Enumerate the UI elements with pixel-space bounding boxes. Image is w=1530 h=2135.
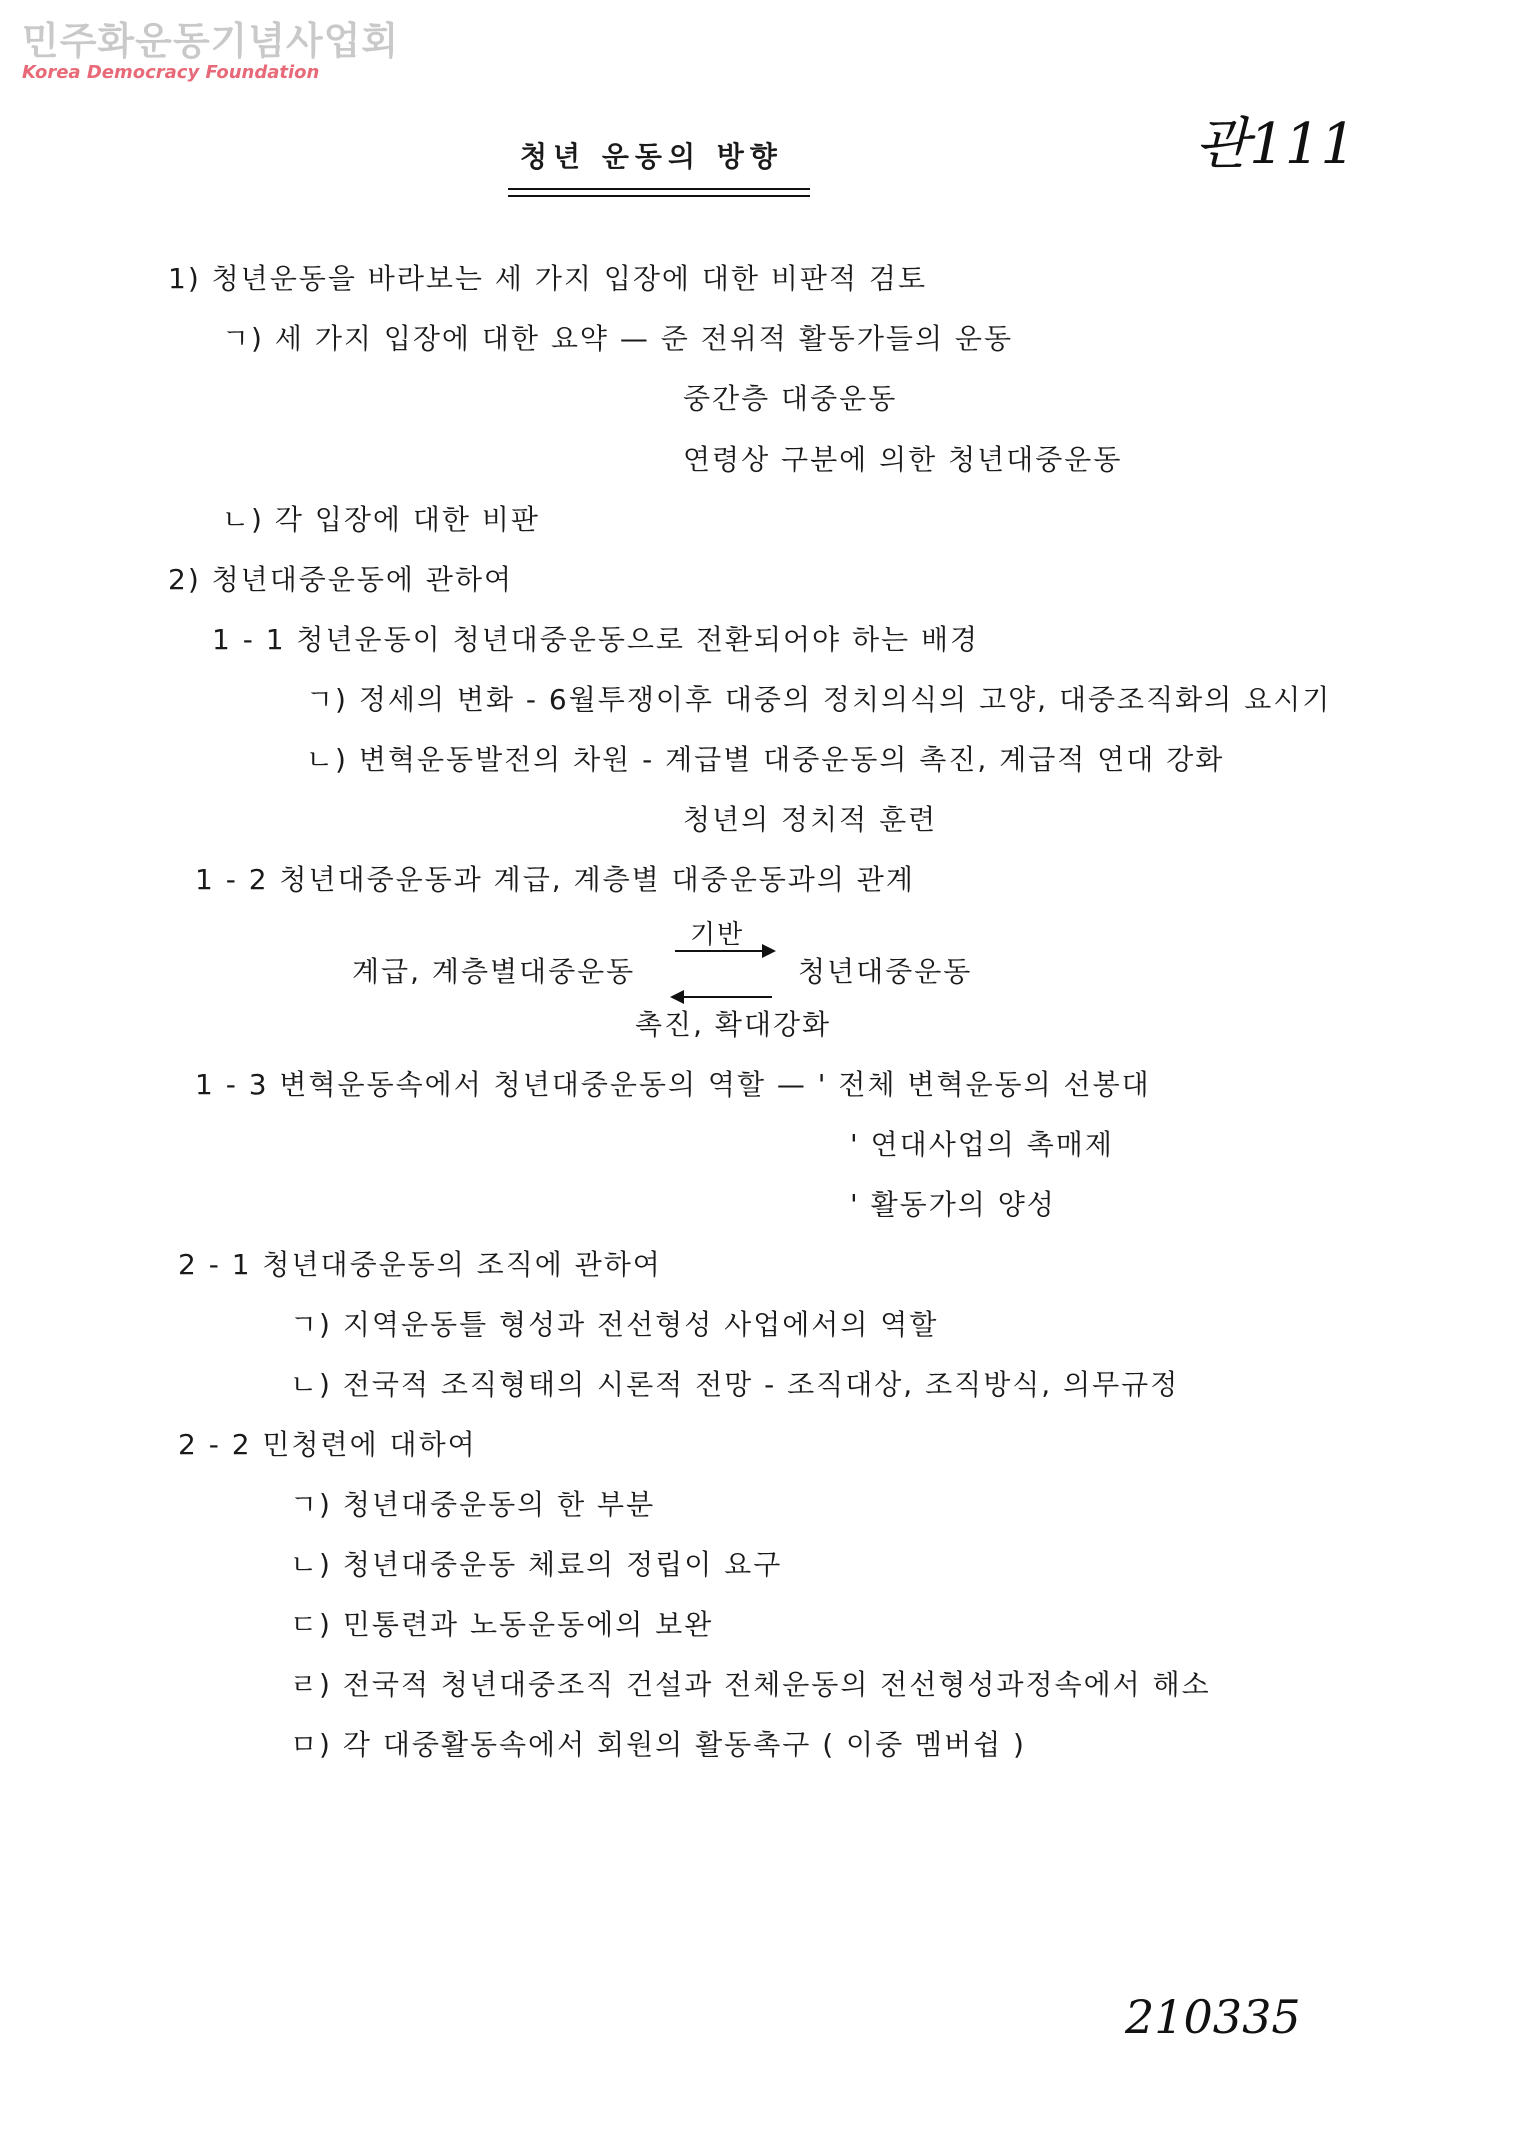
line-15: 2 - 1 청년대중운동의 조직에 관하여 (178, 1248, 662, 1281)
diagram-top-label: 기반 (690, 920, 745, 950)
title-underline-2 (508, 195, 810, 197)
line-22: ㄹ) 전국적 청년대중조직 건설과 전체운동의 전선형성과정속에서 해소 (290, 1668, 1211, 1701)
line-9: ㄴ) 변혁운동발전의 차원 - 계급별 대중운동의 촉진, 계급적 연대 강화 (306, 743, 1225, 776)
diagram-bottom-label: 촉진, 확대강화 (635, 1008, 832, 1041)
watermark-korean: 민주화운동기념사업회 (22, 19, 400, 63)
arrow-right (675, 950, 765, 952)
title-underline-1 (508, 188, 810, 190)
line-21: ㄷ) 민통련과 노동운동에의 보완 (290, 1608, 714, 1641)
line-7: 1 - 1 청년운동이 청년대중운동으로 전환되어야 하는 배경 (212, 623, 980, 656)
line-23: ㅁ) 각 대중활동속에서 회원의 활동촉구 ( 이중 멤버쉽 ) (290, 1728, 1026, 1761)
line-18: 2 - 2 민청련에 대하여 (178, 1428, 477, 1461)
line-19: ㄱ) 청년대중운동의 한 부분 (290, 1488, 656, 1521)
line-11: 1 - 2 청년대중운동과 계급, 계층별 대중운동과의 관계 (195, 863, 915, 896)
watermark-english: Korea Democracy Foundation (22, 62, 320, 83)
arrow-left-head (670, 990, 684, 1004)
reference-number-top: 관111 (1195, 112, 1356, 177)
document-title: 청년 운동의 방향 (520, 140, 783, 173)
diagram-left-label: 계급, 계층별대중운동 (352, 955, 636, 988)
line-14: ' 활동가의 양성 (850, 1188, 1056, 1221)
diagram-right-label: 청년대중운동 (798, 955, 973, 988)
line-3: 중간층 대중운동 (683, 382, 898, 415)
line-1: 1) 청년운동을 바라보는 세 가지 입장에 대한 비판적 검토 (168, 262, 927, 295)
line-17: ㄴ) 전국적 조직형태의 시론적 전망 - 조직대상, 조직방식, 의무규정 (290, 1368, 1180, 1401)
line-4: 연령상 구분에 의한 청년대중운동 (683, 443, 1123, 476)
watermark (22, 20, 399, 84)
line-20: ㄴ) 청년대중운동 체료의 정립이 요구 (290, 1548, 783, 1581)
arrow-right-head (762, 944, 776, 958)
line-5: ㄴ) 각 입장에 대한 비판 (222, 503, 540, 536)
line-2: ㄱ) 세 가지 입장에 대한 요약 — 준 전위적 활동가들의 운동 (222, 322, 1013, 355)
line-13: ' 연대사업의 촉매제 (850, 1128, 1114, 1161)
line-8: ㄱ) 정세의 변화 - 6월투쟁이후 대중의 정치의식의 고양, 대중조직화의 요시기 (306, 683, 1332, 716)
line-10: 청년의 정치적 훈련 (683, 803, 938, 836)
line-6: 2) 청년대중운동에 관하여 (168, 563, 514, 596)
line-16: ㄱ) 지역운동틀 형성과 전선형성 사업에서의 역할 (290, 1308, 939, 1341)
arrow-left (682, 996, 772, 998)
reference-number-bottom: 210335 (1125, 1990, 1301, 2044)
line-12: 1 - 3 변혁운동속에서 청년대중운동의 역할 — ' 전체 변혁운동의 선봉대 (195, 1068, 1151, 1101)
